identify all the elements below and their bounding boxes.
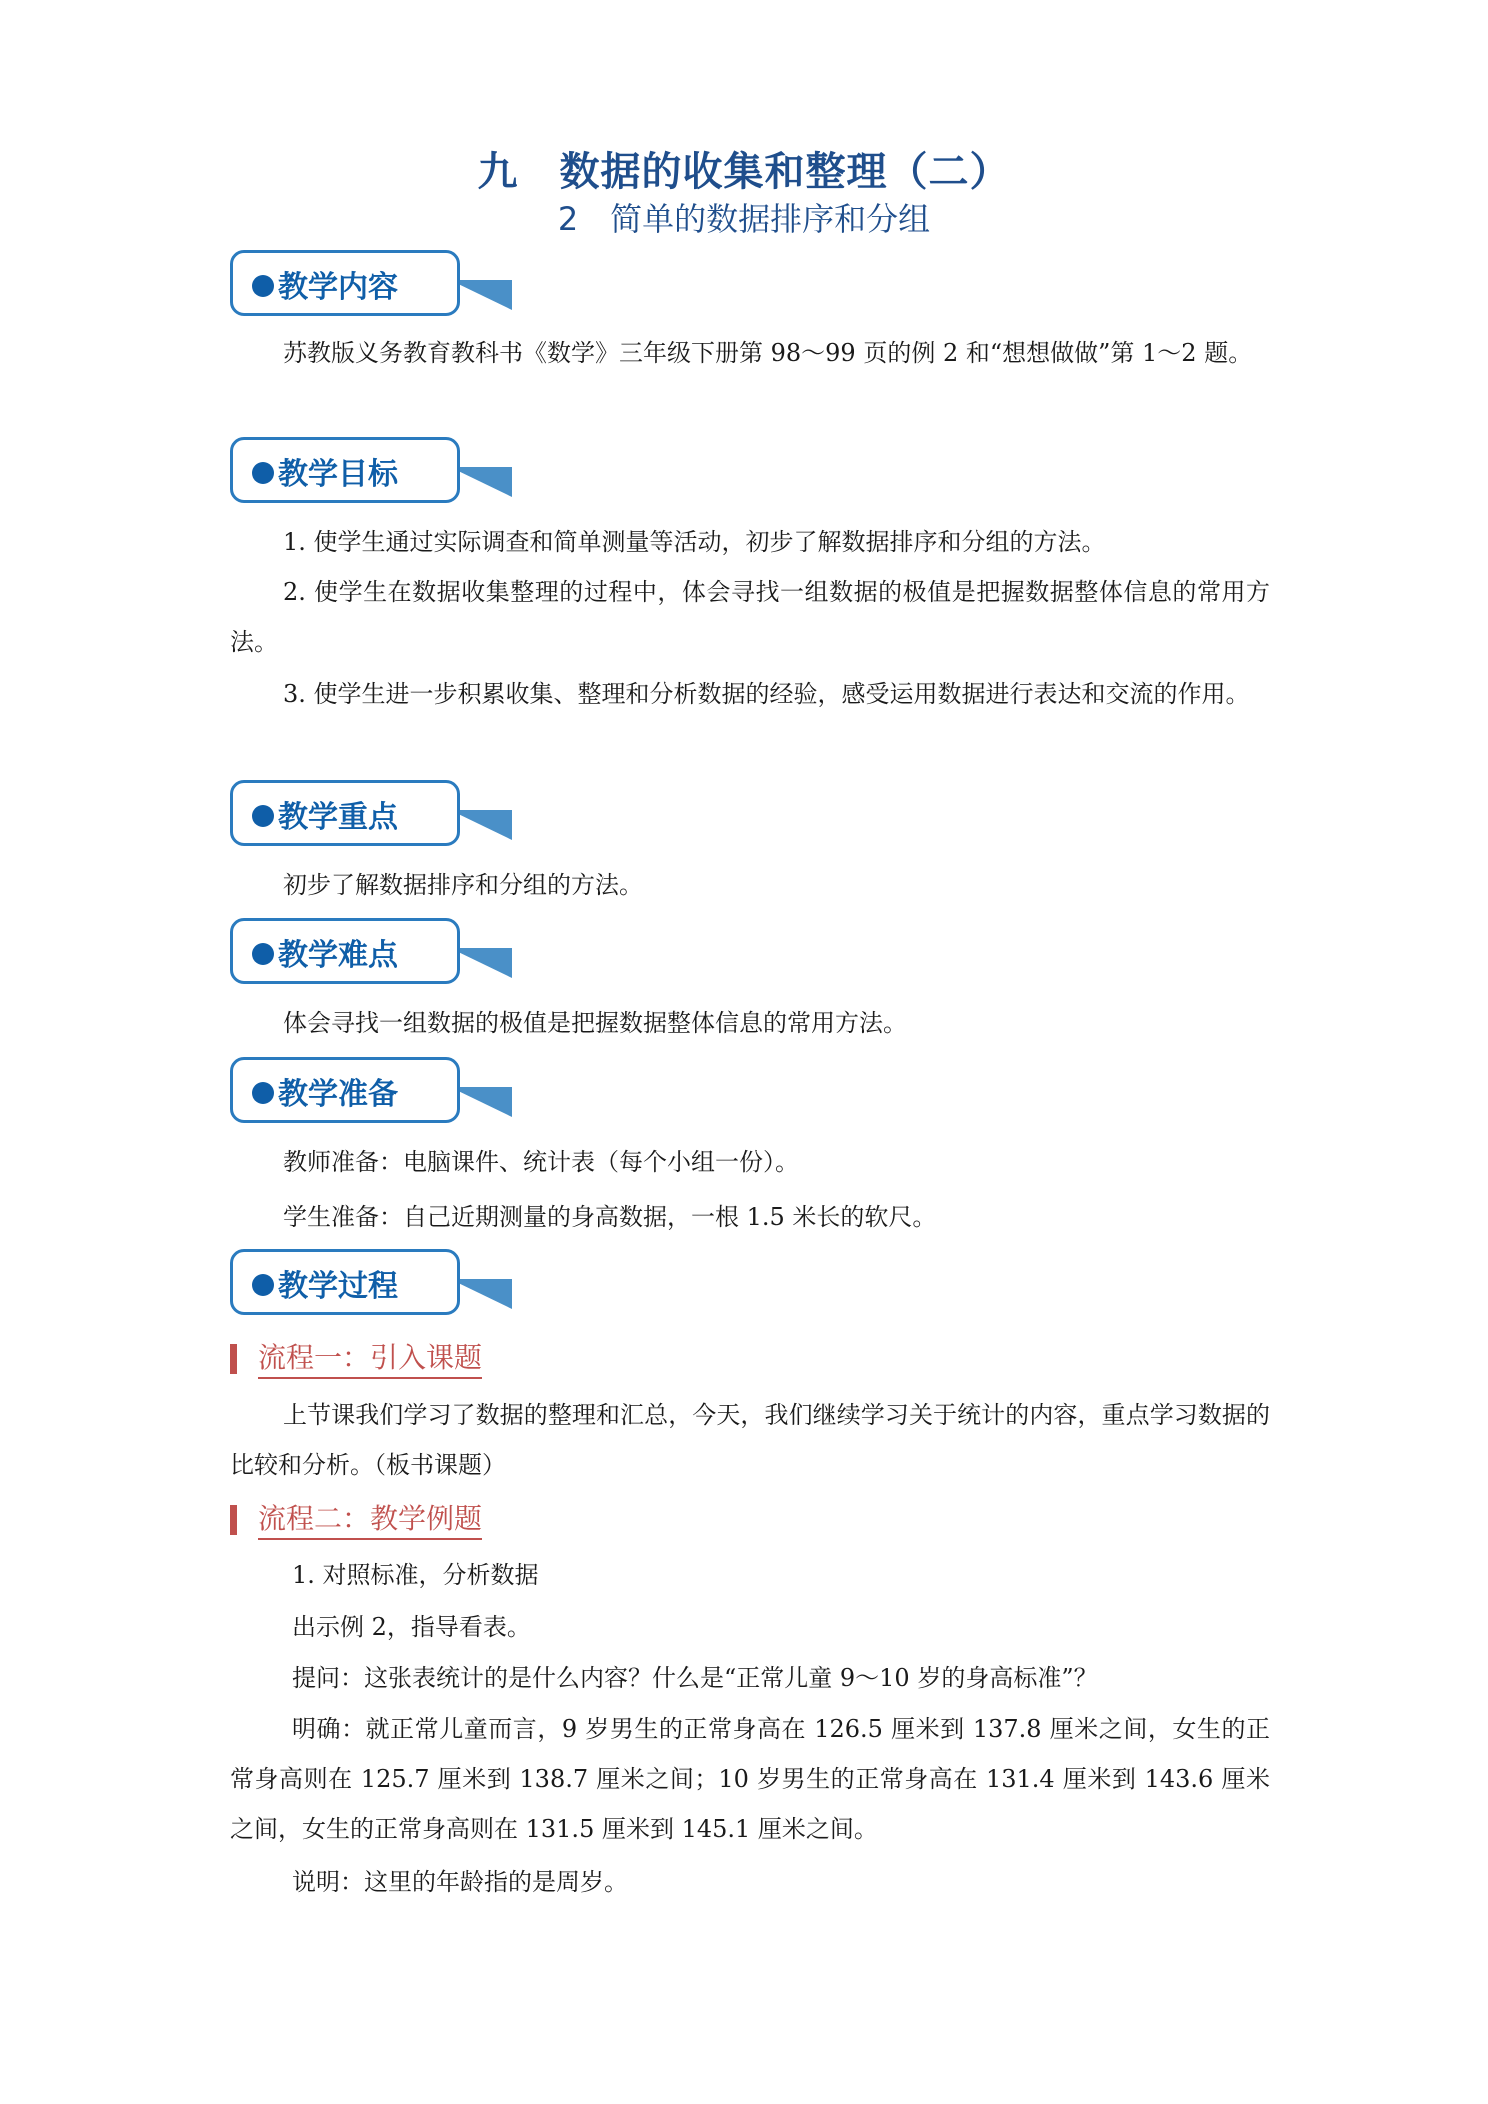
bullet-dot-icon [252,805,274,827]
bullet-dot-icon [252,275,274,297]
section-header-process [230,1249,515,1319]
flow2-line-3: 提问：这张表统计的是什么内容？什么是“正常儿童 9～10 岁的身高标准”？ [292,1664,1098,1692]
goal-item-2: 2. 使学生在数据收集整理的过程中，体会寻找一组数据的极值是把握数据整体信息的常用方法。 [230,578,1270,656]
section-heading: 教学准备 [278,1077,398,1112]
page-title: 九 数据的收集和整理（二） [477,149,1011,195]
teacher-preparation: 教师准备：电脑课件、统计表（每个小组一份）。 [283,1148,799,1176]
bullet-dot-icon [252,1274,274,1296]
difficulties-paragraph: 体会寻找一组数据的极值是把握数据整体信息的常用方法。 [283,1009,907,1037]
section-header-goals [230,437,515,507]
bullet-dot-icon [252,943,274,965]
flow-marker-bar [230,1505,237,1535]
goal-item-1: 1. 使学生通过实际调查和简单测量等活动，初步了解数据排序和分组的方法。 [283,528,1106,556]
flow2-line-1: 1. 对照标准，分析数据 [292,1561,539,1589]
flow-title: 流程一：引入课题 [258,1340,482,1379]
section-header-preparation [230,1057,515,1127]
section-header-difficulties [230,918,515,988]
flow2-line-2: 出示例 2，指导看表。 [292,1613,531,1641]
section-heading: 教学难点 [278,938,398,973]
section-heading: 教学重点 [278,800,398,835]
flow-marker-bar [230,1344,237,1374]
bullet-dot-icon [252,1082,274,1104]
flow2-line-5: 说明：这里的年龄指的是周岁。 [292,1868,628,1896]
content-paragraph: 苏教版义务教育教科书《数学》三年级下册第 98～99 页的例 2 和“想想做做”第 1～2 题。 [283,339,1253,367]
page-subtitle: 2 简单的数据排序和分组 [557,200,931,238]
goal-item-3: 3. 使学生进一步积累收集、整理和分析数据的经验，感受运用数据进行表达和交流的作用。 [283,680,1250,708]
flow1-paragraph: 上节课我们学习了数据的整理和汇总，今天，我们继续学习关于统计的内容，重点学习数据的比较和分析。（板书课题） [230,1401,1270,1479]
section-heading: 教学内容 [278,270,398,305]
bullet-dot-icon [252,462,274,484]
key-points-paragraph: 初步了解数据排序和分组的方法。 [283,871,643,899]
section-heading: 教学目标 [278,457,398,492]
section-header-key-points [230,780,515,850]
flow-title: 流程二：教学例题 [258,1501,482,1540]
student-preparation: 学生准备：自己近期测量的身高数据，一根 1.5 米长的软尺。 [283,1203,937,1231]
flow2-line-4: 明确：就正常儿童而言，9 岁男生的正常身高在 126.5 厘米到 137.8 厘米之间，女生的正常身高则在 125.7 厘米到 138.7 厘米之间；10 岁男生的正常身高在 131.4 厘米到 143.6 厘米之间，女生的正常身高则在 131.5 厘米到 145.1 厘米之间。 [230,1715,1270,1843]
section-header-content [230,250,515,320]
section-heading: 教学过程 [278,1269,398,1304]
